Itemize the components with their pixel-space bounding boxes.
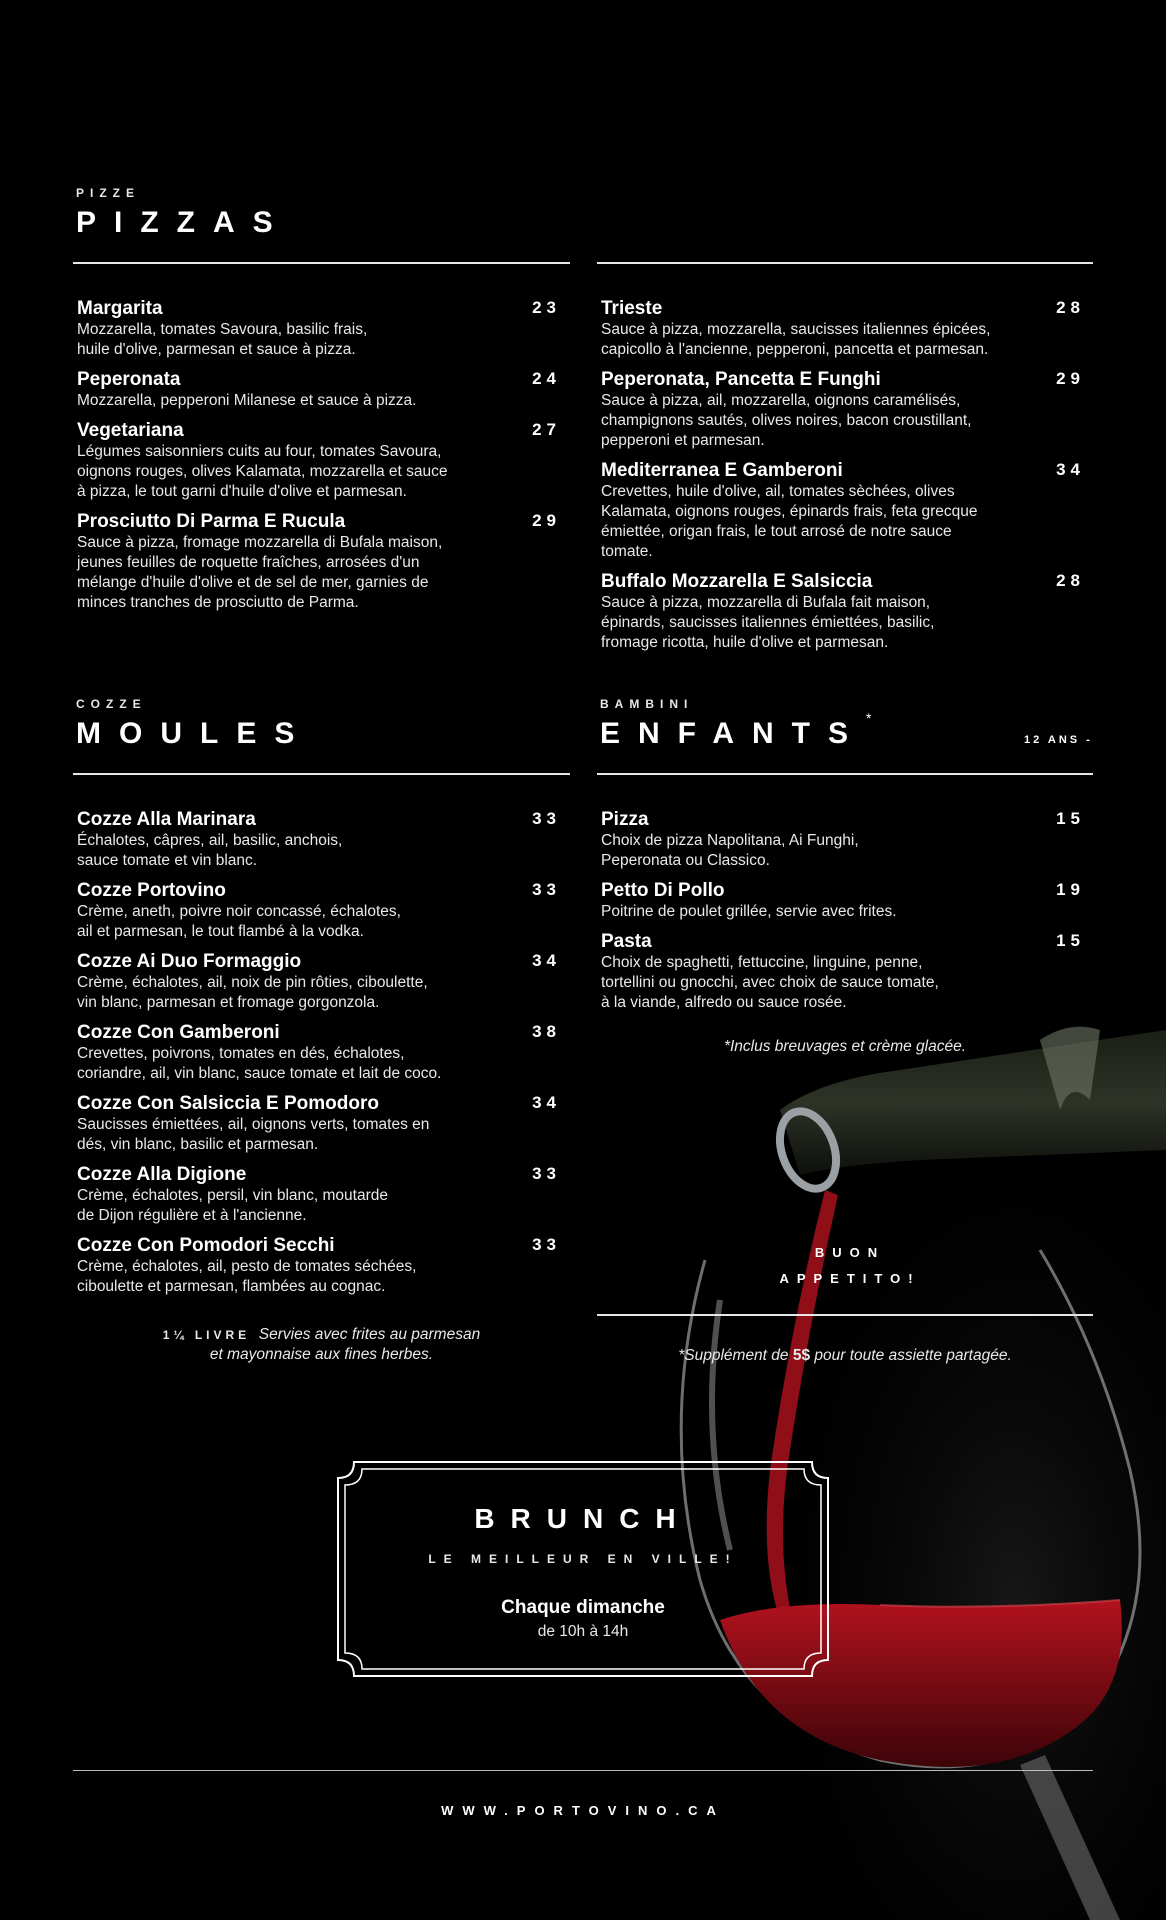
menu-item-description: Kalamata, oignons rouges, épinards frais, feta grecque <box>601 503 978 520</box>
menu-item <box>77 1235 561 1297</box>
menu-item-name: Margarita <box>77 298 163 319</box>
menu-item-description: Sauce à pizza, mozzarella di Bufala fait maison, <box>601 594 931 611</box>
moules-heading: MOULES <box>76 717 313 750</box>
menu-item-name: Prosciutto Di Parma E Rucula <box>77 511 346 532</box>
menu-item-description: tortellini ou gnocchi, avec choix de sauce tomate, <box>601 974 939 991</box>
menu-item <box>77 880 561 942</box>
menu-item-description: huile d'olive, parmesan et sauce à pizza. <box>77 341 356 358</box>
menu-item-name: Cozze Alla Marinara <box>77 809 256 830</box>
pizzas-rule-right <box>597 262 1093 264</box>
menu-item-description: fromage ricotta, huile d'olive et parmesan. <box>601 634 889 651</box>
menu-item-description: Légumes saisonniers cuits au four, tomates Savoura, <box>77 443 442 460</box>
buon-appetito <box>700 1240 1000 1292</box>
menu-item-name: Cozze Ai Duo Formaggio <box>77 951 302 972</box>
menu-item-name: Cozze Con Gamberoni <box>77 1022 280 1043</box>
menu-item-description: à la viande, alfredo ou sauce rosée. <box>601 994 847 1011</box>
menu-item-name: Pasta <box>601 931 652 952</box>
menu-item-name: Mediterranea E Gamberoni <box>601 460 843 481</box>
supplement-rule <box>597 1314 1093 1316</box>
menu-item-description: Sauce à pizza, ail, mozzarella, oignons caramélisés, <box>601 392 961 409</box>
menu-item <box>77 298 561 360</box>
menu-item-description: dés, vin blanc, basilic et parmesan. <box>77 1136 319 1153</box>
menu-item-description: pepperoni et parmesan. <box>601 432 765 449</box>
enfants-heading: ENFANTS <box>600 717 867 750</box>
menu-item-name: Cozze Alla Digione <box>77 1164 247 1185</box>
menu-item <box>77 1164 561 1226</box>
menu-item <box>77 951 561 1013</box>
moules-note-weight: 1¼ LIVRE <box>162 1328 251 1342</box>
brunch-frame <box>336 1460 830 1678</box>
menu-item <box>77 420 561 502</box>
menu-item-price: 28 <box>1056 571 1085 590</box>
menu-item-name: Petto Di Pollo <box>601 880 725 901</box>
buon-appetito-line1: BUON <box>814 1245 886 1260</box>
menu-item-price: 24 <box>532 369 561 388</box>
menu-item-description: Saucisses émiettées, ail, oignons verts, tomates en <box>77 1116 430 1133</box>
footer-rule <box>73 1770 1093 1771</box>
footer-website[interactable]: WWW.PORTOVINO.CA <box>441 1803 725 1818</box>
supplement-note <box>597 1346 1093 1366</box>
menu-item-description: oignons rouges, olives Kalamata, mozzarella et sauce <box>77 463 448 480</box>
menu-item-price: 33 <box>532 809 561 828</box>
menu-item-name: Cozze Con Salsiccia E Pomodoro <box>77 1093 379 1114</box>
pizzas-kicker: PIZZE <box>76 186 141 200</box>
menu-item-description: vin blanc, parmesan et fromage gorgonzola. <box>77 994 380 1011</box>
menu-item-price: 29 <box>1056 369 1085 388</box>
menu-item <box>601 460 1085 562</box>
menu-item-price: 34 <box>532 951 561 970</box>
menu-item-description: Choix de pizza Napolitana, Ai Funghi, <box>601 832 859 849</box>
menu-item-description: émiettée, origan frais, le tout arrosé de notre sauce <box>601 523 952 540</box>
moules-note-line1: Servies avec frites au parmesan <box>258 1326 481 1343</box>
menu-item-description: Poitrine de poulet grillée, servie avec frites. <box>601 903 897 920</box>
menu-item-description: capicollo à l'ancienne, pepperoni, pancetta et parmesan. <box>601 341 989 358</box>
menu-item-description: à pizza, le tout garni d'huile d'olive et parmesan. <box>77 483 407 500</box>
menu-item <box>601 880 1085 922</box>
menu-item-price: 33 <box>532 880 561 899</box>
menu-item-description: Crème, échalotes, persil, vin blanc, moutarde <box>77 1187 389 1204</box>
menu-item-name: Buffalo Mozzarella E Salsiccia <box>601 571 873 592</box>
brunch-time: de 10h à 14h <box>537 1623 629 1640</box>
menu-item <box>601 369 1085 451</box>
brunch-day: Chaque dimanche <box>501 1597 665 1618</box>
menu-item <box>77 511 561 613</box>
moules-rule <box>73 773 570 775</box>
menu-item-price: 15 <box>1056 809 1085 828</box>
brunch-subtitle: LE MEILLEUR EN VILLE! <box>428 1552 738 1566</box>
menu-item-description: Crème, échalotes, ail, noix de pin rôties, ciboulette, <box>77 974 428 991</box>
menu-item-description: épinards, saucisses italiennes émiettées, basilic, <box>601 614 935 631</box>
enfants-note: *Inclus breuvages et crème glacée. <box>723 1038 967 1055</box>
menu-item-price: 34 <box>1056 460 1085 479</box>
menu-item-description: Échalotes, câpres, ail, basilic, anchois, <box>77 832 343 849</box>
menu-item-description: jeunes feuilles de roquette fraîches, arrosées d'un <box>77 554 420 571</box>
menu-item-name: Trieste <box>601 298 663 319</box>
menu-item-description: ciboulette et parmesan, flambées au cognac. <box>77 1278 386 1295</box>
menu-item-name: Cozze Portovino <box>77 880 226 901</box>
menu-item-name: Vegetariana <box>77 420 184 441</box>
menu-item-description: Sauce à pizza, fromage mozzarella di Bufala maison, <box>77 534 443 551</box>
brunch-title: BRUNCH <box>474 1503 692 1534</box>
supplement-post: pour toute assiette partagée. <box>814 1347 1012 1364</box>
menu-item-description: Crème, échalotes, ail, pesto de tomates séchées, <box>77 1258 417 1275</box>
menu-item-description: mélange d'huile d'olive et de sel de mer, garnies de <box>77 574 429 591</box>
menu-item <box>77 809 561 871</box>
menu-item-description: Sauce à pizza, mozzarella, saucisses italiennes épicées, <box>601 321 991 338</box>
menu-item-description: ail et parmesan, le tout flambé à la vodka. <box>77 923 364 940</box>
menu-item-price: 33 <box>532 1235 561 1254</box>
menu-item-description: Crevettes, poivrons, tomates en dés, échalotes, <box>77 1045 405 1062</box>
menu-item-description: minces tranches de prosciutto de Parma. <box>77 594 359 611</box>
menu-item-description: coriandre, ail, vin blanc, sauce tomate et lait de coco. <box>77 1065 442 1082</box>
menu-item-price: 28 <box>1056 298 1085 317</box>
menu-item-description: Choix de spaghetti, fettuccine, linguine, penne, <box>601 954 923 971</box>
menu-item-description: Peperonata ou Classico. <box>601 852 770 869</box>
menu-item-price: 29 <box>532 511 561 530</box>
menu-item <box>601 809 1085 871</box>
supplement-pre: *Supplément de <box>678 1347 789 1364</box>
menu-item-description: de Dijon régulière et à l'ancienne. <box>77 1207 307 1224</box>
menu-item-name: Pizza <box>601 809 649 830</box>
menu-item-price: 15 <box>1056 931 1085 950</box>
menu-item-price: 34 <box>532 1093 561 1112</box>
enfants-rule <box>597 773 1093 775</box>
menu-item-description: Mozzarella, tomates Savoura, basilic frais, <box>77 321 368 338</box>
menu-item-price: 27 <box>532 420 561 439</box>
menu-item <box>601 931 1085 1013</box>
supplement-amount: 5$ <box>792 1347 811 1364</box>
moules-note <box>73 1325 570 1365</box>
menu-item-description: Mozzarella, pepperoni Milanese et sauce à pizza. <box>77 392 417 409</box>
menu-item <box>77 1093 561 1155</box>
buon-appetito-line2: APPETITO! <box>779 1271 921 1286</box>
menu-item-description: Crème, aneth, poivre noir concassé, échalotes, <box>77 903 401 920</box>
moules-kicker: COZZE <box>76 697 147 711</box>
enfants-kicker: BAMBINI <box>600 697 694 711</box>
menu-item <box>601 571 1085 653</box>
menu-item-description: champignons sautés, olives noires, bacon croustillant, <box>601 412 972 429</box>
menu-item-name: Cozze Con Pomodori Secchi <box>77 1235 335 1256</box>
menu-item-price: 19 <box>1056 880 1085 899</box>
pizzas-heading: PIZZAS <box>76 206 291 239</box>
menu-item-price: 23 <box>532 298 561 317</box>
enfants-asterisk: * <box>866 710 872 726</box>
menu-item <box>601 298 1085 360</box>
menu-item-price: 38 <box>532 1022 561 1041</box>
menu-item <box>77 369 561 411</box>
moules-note-line2: et mayonnaise aux fines herbes. <box>209 1346 434 1363</box>
pizzas-rule-left <box>73 262 570 264</box>
menu-item-description: tomate. <box>601 543 653 560</box>
menu-item-description: sauce tomate et vin blanc. <box>77 852 258 869</box>
menu-item-description: Crevettes, huile d'olive, ail, tomates sèchées, olives <box>601 483 955 500</box>
menu-item <box>77 1022 561 1084</box>
menu-item-name: Peperonata <box>77 369 181 390</box>
menu-item-price: 33 <box>532 1164 561 1183</box>
menu-item-name: Peperonata, Pancetta E Funghi <box>601 369 881 390</box>
enfants-age: 12 ANS - <box>1024 734 1093 746</box>
